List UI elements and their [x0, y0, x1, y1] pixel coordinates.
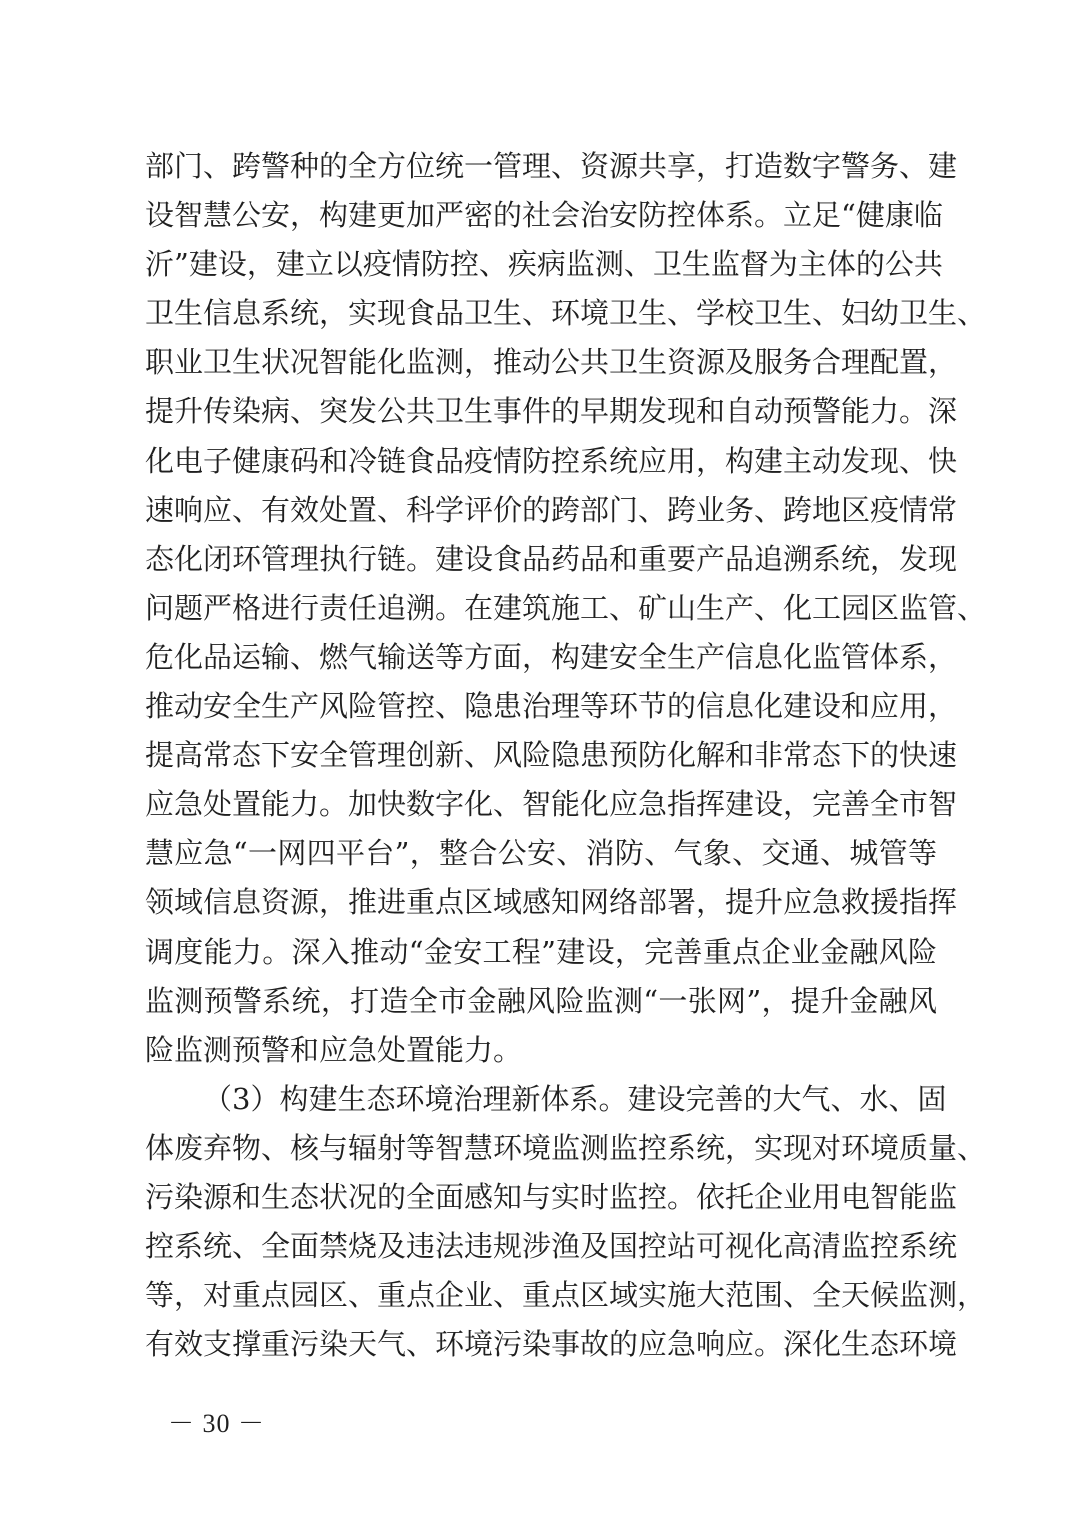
text-line: 控系统、全面禁烧及违法违规涉渔及国控站可视化高清监控系统: [145, 1229, 958, 1264]
text-line: 慧应急“一网四平台”，整合公安、消防、气象、交通、城管等: [145, 836, 937, 871]
text-line: 部门、跨警种的全方位统一管理、资源共享，打造数字警务、建: [145, 149, 958, 183]
page-number: － 30 －: [168, 1409, 266, 1438]
text-line: 调度能力。深入推动“金安工程”建设，完善重点企业金融风险: [145, 934, 937, 969]
text-line: 等，对重点园区、重点企业、重点区域实施大范围、全天候监测，: [145, 1278, 987, 1313]
text-line: 沂”建设，建立以疫情防控、疾病监测、卫生监督为主体的公共: [145, 247, 943, 282]
text-line: 速响应、有效处置、科学评价的跨部门、跨业务、跨地区疫情常: [145, 492, 958, 527]
text-line: 职业卫生状况智能化监测，推动公共卫生资源及服务合理配置，: [145, 345, 958, 380]
text-line: 提高常态下安全管理创新、风险隐患预防化解和非常态下的快速: [145, 738, 958, 773]
text-line: 化电子健康码和冷链食品疫情防控系统应用，构建主动发现、快: [145, 443, 958, 478]
text-line: 体废弃物、核与辐射等智慧环境监测监控系统，实现对环境质量、: [145, 1130, 987, 1165]
text-line: 污染源和生态状况的全面感知与实时监控。依托企业用电智能监: [145, 1179, 958, 1214]
text-line: 设智慧公安，构建更加严密的社会治安防控体系。立足“健康临: [145, 198, 943, 233]
body-text: [145, 142, 987, 1369]
text-line: 监测预警系统，打造全市金融风险监测“一张网”，提升金融风: [145, 983, 937, 1018]
text-line: 危化品运输、燃气输送等方面，构建安全生产信息化监管体系，: [145, 639, 958, 674]
text-line: 问题严格进行责任追溯。在建筑施工、矿山生产、化工园区监管、: [145, 590, 987, 625]
text-line: 态化闭环管理执行链。建设食品药品和重要产品追溯系统，发现: [145, 541, 958, 576]
text-line: 卫生信息系统，实现食品卫生、环境卫生、学校卫生、妇幼卫生、: [145, 296, 987, 331]
section-heading-line: （3）构建生态环境治理新体系。建设完善的大气、水、固: [203, 1081, 947, 1116]
text-line: 应急处置能力。加快数字化、智能化应急指挥建设，完善全市智: [145, 787, 958, 822]
text-line: 提升传染病、突发公共卫生事件的早期发现和自动预警能力。深: [145, 394, 958, 429]
text-line: 领域信息资源，推进重点区域感知网络部署，提升应急救援指挥: [145, 885, 958, 920]
text-line: 险监测预警和应急处置能力。: [145, 1032, 523, 1067]
text-line: 推动安全生产风险管控、隐患治理等环节的信息化建设和应用，: [145, 689, 958, 724]
text-line: 有效支撑重污染天气、环境污染事故的应急响应。深化生态环境: [145, 1327, 958, 1362]
